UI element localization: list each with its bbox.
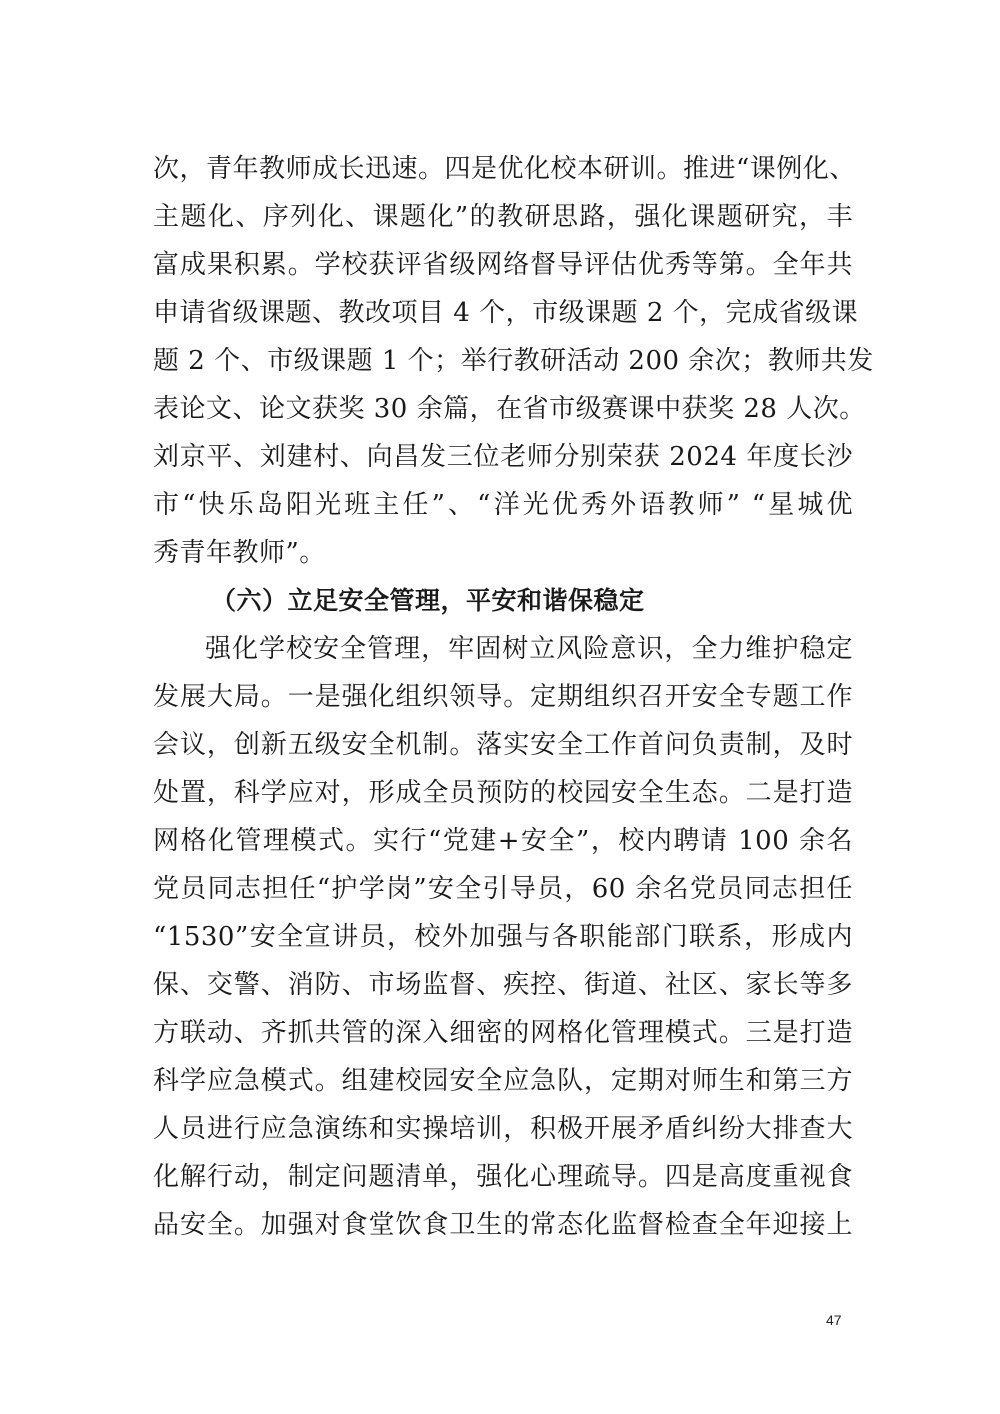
paragraph-line: 人员进行应急演练和实操培训，积极开展矛盾纠纷大排查大 bbox=[153, 1114, 853, 1144]
paragraph-line: 表论文、论文获奖 30 余篇，在省市级赛课中获奖 28 人次。 bbox=[153, 394, 866, 424]
paragraph-line: 刘京平、刘建村、向昌发三位老师分别荣获 2024 年度长沙 bbox=[153, 442, 853, 472]
paragraph-line: 次，青年教师成长迅速。四是优化校本研训。推进“课例化、 bbox=[153, 154, 856, 184]
paragraph-line: 化解行动，制定问题清单，强化心理疏导。四是高度重视食 bbox=[153, 1162, 853, 1192]
paragraph-safety bbox=[153, 625, 853, 1249]
paragraph-continuation bbox=[153, 145, 874, 577]
paragraph-line: 市“快乐岛阳光班主任”、“洋光优秀外语教师” “星城优 bbox=[153, 490, 853, 520]
paragraph-line: 会议，创新五级安全机制。落实安全工作首问负责制，及时 bbox=[153, 730, 853, 760]
page-number: 47 bbox=[826, 1312, 842, 1328]
paragraph-line: 题 2 个、市级课题 1 个；举行教研活动 200 余次；教师共发 bbox=[153, 346, 874, 376]
paragraph-line: 主题化、序列化、课题化”的教研思路，强化课题研究，丰 bbox=[153, 202, 853, 232]
paragraph-line: 秀青年教师”。 bbox=[153, 538, 326, 568]
paragraph-line: 方联动、齐抓共管的深入细密的网格化管理模式。三是打造 bbox=[153, 1018, 853, 1048]
paragraph-line: 保、交警、消防、市场监督、疾控、街道、社区、家长等多 bbox=[153, 970, 853, 1000]
paragraph-line: 党员同志担任“护学岗”安全引导员，60 余名党员同志担任 bbox=[153, 874, 853, 904]
section-heading: （六）立足安全管理，平安和谐保稳定 bbox=[211, 586, 645, 615]
paragraph-line: 申请省级课题、教改项目 4 个，市级课题 2 个，完成省级课 bbox=[153, 298, 859, 328]
paragraph-line: 网格化管理模式。实行“党建+安全”，校内聘请 100 余名 bbox=[153, 826, 853, 856]
paragraph-line: 处置，科学应对，形成全员预防的校园安全生态。二是打造 bbox=[153, 778, 853, 808]
section-heading-block bbox=[153, 577, 853, 625]
paragraph-line: “1530”安全宣讲员，校外加强与各职能部门联系，形成内 bbox=[153, 922, 853, 952]
paragraph-line: 强化学校安全管理，牢固树立风险意识，全力维护稳定 bbox=[205, 634, 853, 664]
paragraph-line: 科学应急模式。组建校园安全应急队，定期对师生和第三方 bbox=[153, 1066, 853, 1096]
paragraph-line: 品安全。加强对食堂饮食卫生的常态化监督检查全年迎接上 bbox=[153, 1210, 853, 1240]
paragraph-line: 富成果积累。学校获评省级网络督导评估优秀等第。全年共 bbox=[153, 250, 853, 280]
paragraph-line: 发展大局。一是强化组织领导。定期组织召开安全专题工作 bbox=[153, 682, 853, 712]
